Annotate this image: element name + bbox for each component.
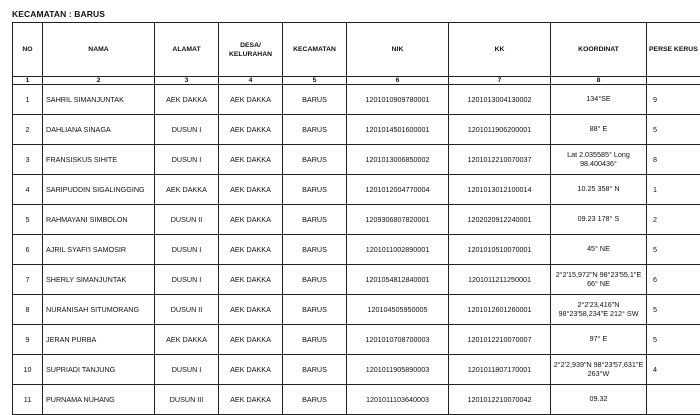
- cell-kecamatan: BARUS: [283, 145, 347, 175]
- cell-kecamatan: BARUS: [283, 115, 347, 145]
- column-number: 7: [449, 77, 551, 85]
- cell-nama: JERAN PURBA: [43, 325, 155, 355]
- cell-kecamatan: BARUS: [283, 265, 347, 295]
- cell-kk: 1201013004130002: [449, 85, 551, 115]
- column-number: 2: [43, 77, 155, 85]
- cell-persentase: 5: [647, 115, 700, 145]
- cell-nama: NURANISAH SITUMORANG: [43, 295, 155, 325]
- cell-kecamatan: BARUS: [283, 385, 347, 415]
- cell-kk: 1202020912240001: [449, 205, 551, 235]
- cell-nik: 1201010909780001: [347, 85, 449, 115]
- cell-koordinat: 134°SE: [551, 85, 647, 115]
- cell-koordinat: 2°2'15,972"N 98°23'55,1"E 66° NE: [551, 265, 647, 295]
- cell-desa: AEK DAKKA: [219, 175, 283, 205]
- cell-nama: SHERLY SIMANJUNTAK: [43, 265, 155, 295]
- cell-alamat: AEK DAKKA: [155, 325, 219, 355]
- cell-kecamatan: BARUS: [283, 85, 347, 115]
- cell-persentase: 5: [647, 325, 700, 355]
- table-row: [13, 115, 700, 145]
- cell-persentase: 6: [647, 265, 700, 295]
- table-row: [13, 205, 700, 235]
- cell-desa: AEK DAKKA: [219, 295, 283, 325]
- cell-no: 4: [13, 175, 43, 205]
- cell-no: 8: [13, 295, 43, 325]
- cell-kecamatan: BARUS: [283, 175, 347, 205]
- cell-alamat: DUSUN I: [155, 235, 219, 265]
- table-row: [13, 265, 700, 295]
- cell-desa: AEK DAKKA: [219, 385, 283, 415]
- cell-no: 3: [13, 145, 43, 175]
- cell-persentase: 9: [647, 85, 700, 115]
- header-persentase: PERSE KERUS: [647, 23, 700, 77]
- cell-nik: 1201011905890003: [347, 355, 449, 385]
- cell-alamat: DUSUN I: [155, 265, 219, 295]
- cell-kecamatan: BARUS: [283, 325, 347, 355]
- cell-desa: AEK DAKKA: [219, 235, 283, 265]
- cell-no: 7: [13, 265, 43, 295]
- cell-desa: AEK DAKKA: [219, 265, 283, 295]
- cell-nik: 1201012004770004: [347, 175, 449, 205]
- table-row: [13, 235, 700, 265]
- cell-persentase: 5: [647, 295, 700, 325]
- cell-kk: 1201010510070001: [449, 235, 551, 265]
- header-nama: NAMA: [43, 23, 155, 77]
- header-koordinat: KOORDINAT: [551, 23, 647, 77]
- cell-no: 2: [13, 115, 43, 145]
- cell-kk: 1201011807170001: [449, 355, 551, 385]
- cell-no: 1: [13, 85, 43, 115]
- cell-koordinat: 09.23 178° S: [551, 205, 647, 235]
- column-number: 3: [155, 77, 219, 85]
- header-alamat: ALAMAT: [155, 23, 219, 77]
- cell-nik: 120104505950005: [347, 295, 449, 325]
- cell-nik: 1201014501600001: [347, 115, 449, 145]
- cell-kk: 1201012601260001: [449, 295, 551, 325]
- cell-kecamatan: BARUS: [283, 295, 347, 325]
- cell-alamat: AEK DAKKA: [155, 175, 219, 205]
- cell-koordinat: 88° E: [551, 115, 647, 145]
- header-nik: NIK: [347, 23, 449, 77]
- cell-koordinat: 10.25 358° N: [551, 175, 647, 205]
- cell-nik: 1209306807820001: [347, 205, 449, 235]
- column-number: 8: [551, 77, 647, 85]
- cell-koordinat: 09.32: [551, 385, 647, 415]
- cell-persentase: 4: [647, 355, 700, 385]
- cell-kecamatan: BARUS: [283, 205, 347, 235]
- table-row: [13, 175, 700, 205]
- cell-kk: 1201011906200001: [449, 115, 551, 145]
- column-number: 6: [347, 77, 449, 85]
- cell-nik: 1201011002890001: [347, 235, 449, 265]
- cell-no: 5: [13, 205, 43, 235]
- cell-nama: RAHMAYANI SIMBOLON: [43, 205, 155, 235]
- kecamatan-title: KECAMATAN : BARUS: [12, 9, 105, 19]
- table-row: [13, 295, 700, 325]
- cell-kk: 1201012210070042: [449, 385, 551, 415]
- cell-alamat: DUSUN III: [155, 385, 219, 415]
- cell-kk: 1201012210070037: [449, 145, 551, 175]
- cell-alamat: DUSUN I: [155, 115, 219, 145]
- cell-persentase: 8: [647, 145, 700, 175]
- cell-alamat: DUSUN II: [155, 205, 219, 235]
- column-number: [647, 77, 700, 85]
- cell-koordinat: 45° NE: [551, 235, 647, 265]
- cell-nik: 1201010708700003: [347, 325, 449, 355]
- cell-desa: AEK DAKKA: [219, 205, 283, 235]
- cell-desa: AEK DAKKA: [219, 145, 283, 175]
- cell-persentase: 5: [647, 235, 700, 265]
- cell-no: 10: [13, 355, 43, 385]
- cell-nama: PURNAMA NUHANG: [43, 385, 155, 415]
- cell-nama: FRANSISKUS SIHITE: [43, 145, 155, 175]
- cell-alamat: DUSUN I: [155, 355, 219, 385]
- column-number: 5: [283, 77, 347, 85]
- header-no: NO: [13, 23, 43, 77]
- cell-alamat: DUSUN I: [155, 145, 219, 175]
- cell-nama: DAHLIANA SINAGA: [43, 115, 155, 145]
- cell-no: 11: [13, 385, 43, 415]
- column-number-row: [13, 77, 700, 85]
- cell-desa: AEK DAKKA: [219, 325, 283, 355]
- cell-nik: 1201013006850002: [347, 145, 449, 175]
- cell-nama: SUPRIADI TANJUNG: [43, 355, 155, 385]
- table-row: [13, 145, 700, 175]
- beneficiary-table: [12, 22, 700, 415]
- cell-nama: AJRIL SYAFI'I SAMOSIR: [43, 235, 155, 265]
- cell-kecamatan: BARUS: [283, 235, 347, 265]
- cell-desa: AEK DAKKA: [219, 115, 283, 145]
- cell-desa: AEK DAKKA: [219, 85, 283, 115]
- cell-desa: AEK DAKKA: [219, 355, 283, 385]
- table-row: [13, 355, 700, 385]
- cell-koordinat: 97° E: [551, 325, 647, 355]
- cell-kk: 1201011211250001: [449, 265, 551, 295]
- cell-nik: 1201011103640003: [347, 385, 449, 415]
- cell-koordinat: 2°2'2,939"N 98°23'57,631"E 263°W: [551, 355, 647, 385]
- cell-koordinat: Lat 2.035585° Long 98.400436°: [551, 145, 647, 175]
- header-desa: DESA/ KELURAHAN: [219, 23, 283, 77]
- header-kecamatan: KECAMATAN: [283, 23, 347, 77]
- column-number: 1: [13, 77, 43, 85]
- table-row: [13, 325, 700, 355]
- cell-persentase: 2: [647, 205, 700, 235]
- header-kk: KK: [449, 23, 551, 77]
- cell-no: 6: [13, 235, 43, 265]
- cell-nama: SAHRIL SIMANJUNTAK: [43, 85, 155, 115]
- cell-persentase: 1: [647, 175, 700, 205]
- column-number: 4: [219, 77, 283, 85]
- cell-alamat: AEK DAKKA: [155, 85, 219, 115]
- cell-koordinat: 2°2'23,416"N 98°23'58,234"E 212° SW: [551, 295, 647, 325]
- header-row: [13, 23, 700, 77]
- table-row: [13, 85, 700, 115]
- cell-kk: 1201012210070007: [449, 325, 551, 355]
- cell-alamat: DUSUN II: [155, 295, 219, 325]
- cell-nama: SARIPUDDIN SIGALINGGING: [43, 175, 155, 205]
- cell-kk: 1201013012100014: [449, 175, 551, 205]
- cell-no: 9: [13, 325, 43, 355]
- cell-kecamatan: BARUS: [283, 355, 347, 385]
- cell-nik: 1201054812840001: [347, 265, 449, 295]
